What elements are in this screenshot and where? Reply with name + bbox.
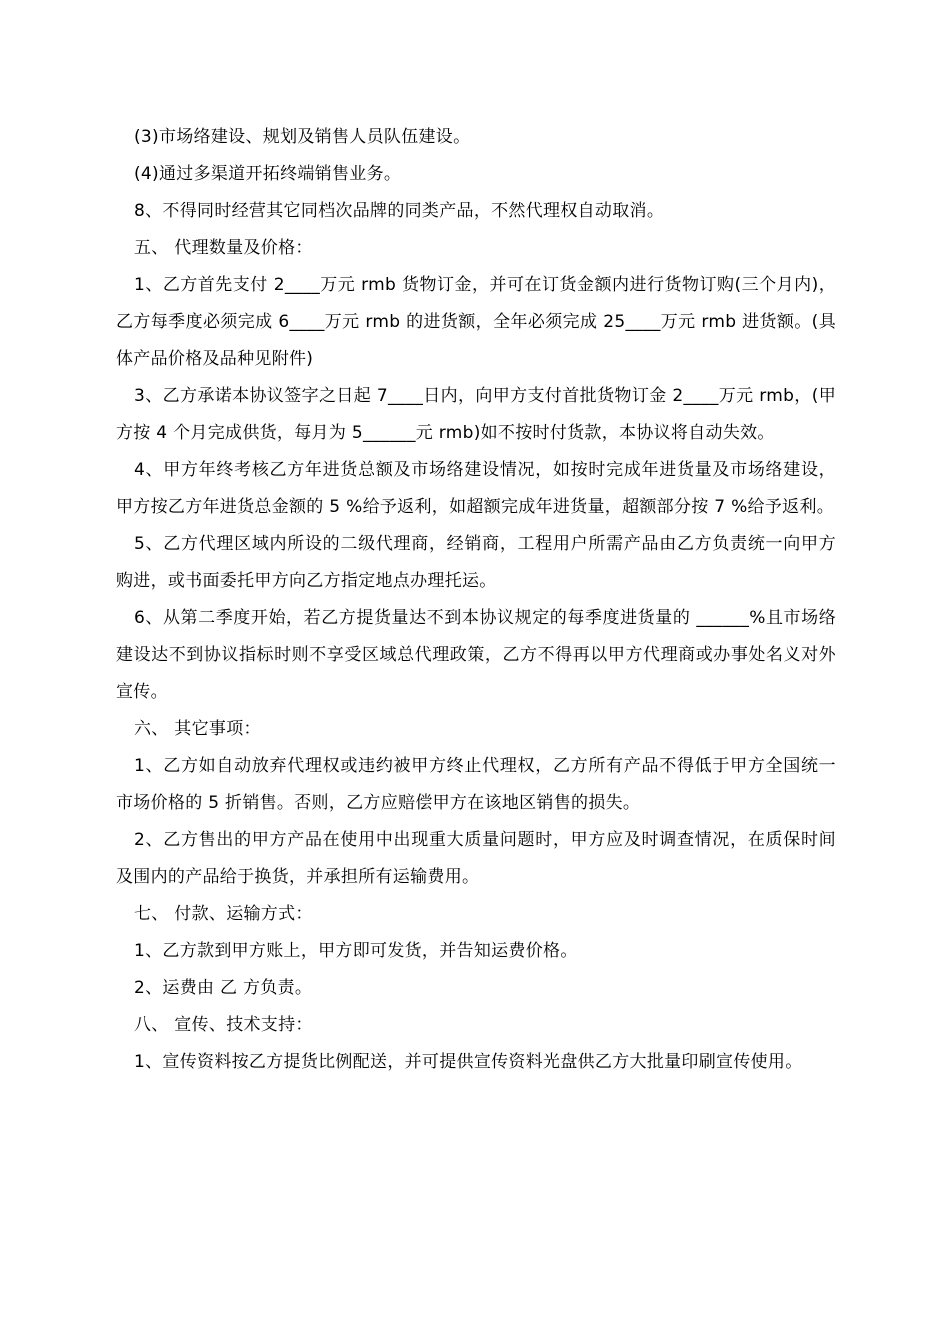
clause-8-exclusivity: 8、不得同时经营其它同档次品牌的同类产品，不然代理权自动取消。 bbox=[134, 201, 665, 221]
section-6-heading: 六、 其它事项： bbox=[134, 719, 261, 739]
section-7-heading: 七、 付款、运输方式： bbox=[134, 904, 313, 924]
document-body bbox=[116, 119, 836, 1081]
section-5-clause-5: 5、乙方代理区域内所设的二级代理商，经销商，工程用户所需产品由乙方负责统一向甲方购进，或书面委托甲方向乙方指定地点办理托运。 bbox=[116, 534, 836, 591]
section-5-clause-3: 3、乙方承诺本协议签字之日起 7____日内，向甲方支付首批货物订金 2____万元 rmb，(甲方按 4 个月完成供货，每月为 5______元 rmb)如不按时付货款，本协议将自动失效。 bbox=[116, 386, 836, 443]
section-8-clause-1: 1、宣传资料按乙方提货比例配送，并可提供宣传资料光盘供乙方大批量印刷宣传使用。 bbox=[134, 1052, 803, 1072]
section-8-heading: 八、 宣传、技术支持： bbox=[134, 1015, 313, 1035]
section-7-clause-1: 1、乙方款到甲方账上，甲方即可发货，并告知运费价格。 bbox=[134, 941, 578, 961]
section-6-clause-2: 2、乙方售出的甲方产品在使用中出现重大质量问题时，甲方应及时调查情况，在质保时间及围内的产品给于换货，并承担所有运输费用。 bbox=[116, 830, 836, 887]
section-7-clause-2: 2、运费由 乙 方负责。 bbox=[134, 978, 313, 998]
list-item-3-market-network: (3)市场络建设、规划及销售人员队伍建设。 bbox=[134, 127, 471, 147]
section-5-clause-6: 6、从第二季度开始，若乙方提货量达不到本协议规定的每季度进货量的 ______%且市场络建设达不到协议指标时则不享受区域总代理政策，乙方不得再以甲方代理商或办事处名义对外宣传。 bbox=[116, 608, 836, 702]
section-5-heading: 五、 代理数量及价格： bbox=[134, 238, 313, 258]
list-item-4-multi-channel: (4)通过多渠道开拓终端销售业务。 bbox=[134, 164, 402, 184]
section-6-clause-1: 1、乙方如自动放弃代理权或违约被甲方终止代理权，乙方所有产品不得低于甲方全国统一市场价格的 5 折销售。否则，乙方应赔偿甲方在该地区销售的损失。 bbox=[116, 756, 836, 813]
section-5-clause-4: 4、甲方年终考核乙方年进货总额及市场络建设情况，如按时完成年进货量及市场络建设，甲方按乙方年进货总金额的 5 %给予返利，如超额完成年进货量，超额部分按 7 %给予返利。 bbox=[116, 460, 836, 517]
section-5-clause-1: 1、乙方首先支付 2____万元 rmb 货物订金，并可在订货金额内进行货物订购(三个月内)，乙方每季度必须完成 6____万元 rmb 的进货额，全年必须完成 25____万元 rmb 进货额。(具体产品价格及品种见附件) bbox=[116, 275, 836, 369]
